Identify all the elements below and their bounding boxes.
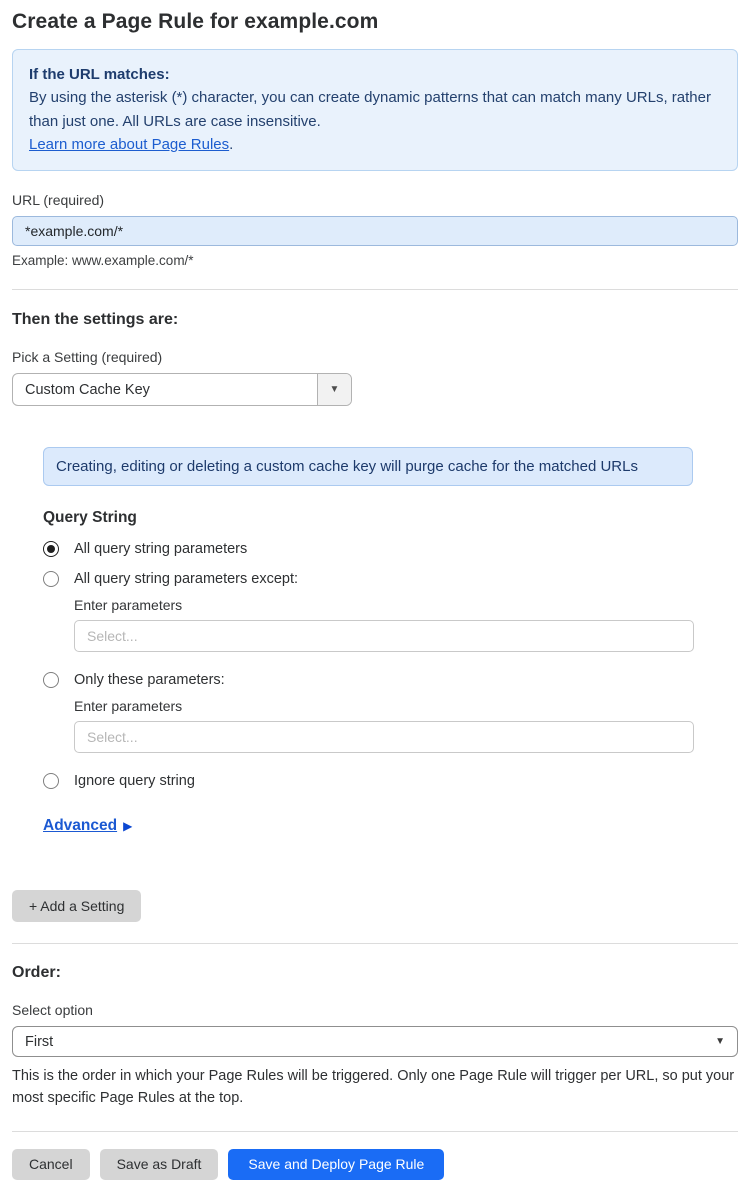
radio-selected-icon[interactable]: [43, 541, 59, 557]
footer-actions: [12, 1149, 738, 1180]
order-help-text: This is the order in which your Page Rules will be triggered. Only one Page Rule will trigger per URL, so put your most specific Page Rules at the top.: [12, 1068, 735, 1106]
divider: [12, 289, 738, 290]
link-suffix: .: [229, 135, 234, 153]
setting-dropdown[interactable]: [12, 373, 352, 406]
radio-unselected-icon[interactable]: [43, 773, 59, 789]
order-select[interactable]: [12, 1026, 738, 1057]
info-box-body: By using the asterisk (*) character, you can create dynamic patterns that can match many URLs, rather than just one. All URLs are case insensitive.: [29, 89, 711, 130]
url-example-hint: Example: www.example.com/*: [12, 253, 194, 268]
cancel-button[interactable]: Cancel: [12, 1149, 90, 1180]
radio-ignore-query-string[interactable]: [43, 773, 693, 789]
query-string-heading: Query String: [43, 509, 137, 526]
url-input[interactable]: [12, 216, 738, 246]
order-select-label: Select option: [12, 1002, 93, 1018]
radio-all-params-except[interactable]: [43, 571, 693, 587]
info-box-heading: If the URL matches:: [29, 66, 170, 83]
chevron-down-icon: ▼: [715, 1036, 725, 1047]
only-params-input[interactable]: [74, 721, 694, 753]
radio-label: Only these parameters:: [74, 672, 225, 688]
setting-dropdown-value: Custom Cache Key: [13, 374, 318, 405]
radio-label: Ignore query string: [74, 773, 195, 789]
purge-cache-notice: Creating, editing or deleting a custom cache key will purge cache for the matched URLs: [43, 447, 693, 486]
except-params-subfield: [74, 597, 693, 652]
chevron-down-icon[interactable]: ▼: [318, 374, 351, 405]
order-select-value: First: [25, 1033, 54, 1050]
page-title: Create a Page Rule for example.com: [12, 10, 379, 33]
caret-right-icon: ▶: [123, 819, 133, 833]
divider: [12, 1131, 738, 1132]
url-match-info-box: [12, 49, 738, 171]
radio-label: All query string parameters except:: [74, 571, 299, 587]
divider: [12, 943, 738, 944]
order-heading: Order:: [12, 964, 61, 981]
except-params-input[interactable]: [74, 620, 694, 652]
url-field-label: URL (required): [12, 192, 105, 208]
info-box-link-line: [29, 133, 721, 156]
only-params-subfield: [74, 698, 693, 753]
radio-all-query-params[interactable]: [43, 541, 693, 557]
pick-setting-label: Pick a Setting (required): [12, 349, 163, 365]
radio-unselected-icon[interactable]: [43, 571, 59, 587]
enter-parameters-label: Enter parameters: [74, 597, 183, 613]
radio-label: All query string parameters: [74, 541, 248, 557]
custom-cache-key-panel: [43, 447, 693, 835]
save-as-draft-button[interactable]: Save as Draft: [100, 1149, 219, 1180]
enter-parameters-label: Enter parameters: [74, 698, 183, 714]
settings-heading: Then the settings are:: [12, 311, 179, 328]
radio-unselected-icon[interactable]: [43, 672, 59, 688]
advanced-link[interactable]: [43, 817, 132, 835]
learn-more-link[interactable]: Learn more about Page Rules: [29, 135, 230, 153]
advanced-link-label: Advanced: [43, 817, 118, 834]
add-setting-button[interactable]: + Add a Setting: [12, 890, 141, 922]
radio-only-these-params[interactable]: [43, 672, 693, 688]
save-and-deploy-button[interactable]: Save and Deploy Page Rule: [228, 1149, 444, 1180]
